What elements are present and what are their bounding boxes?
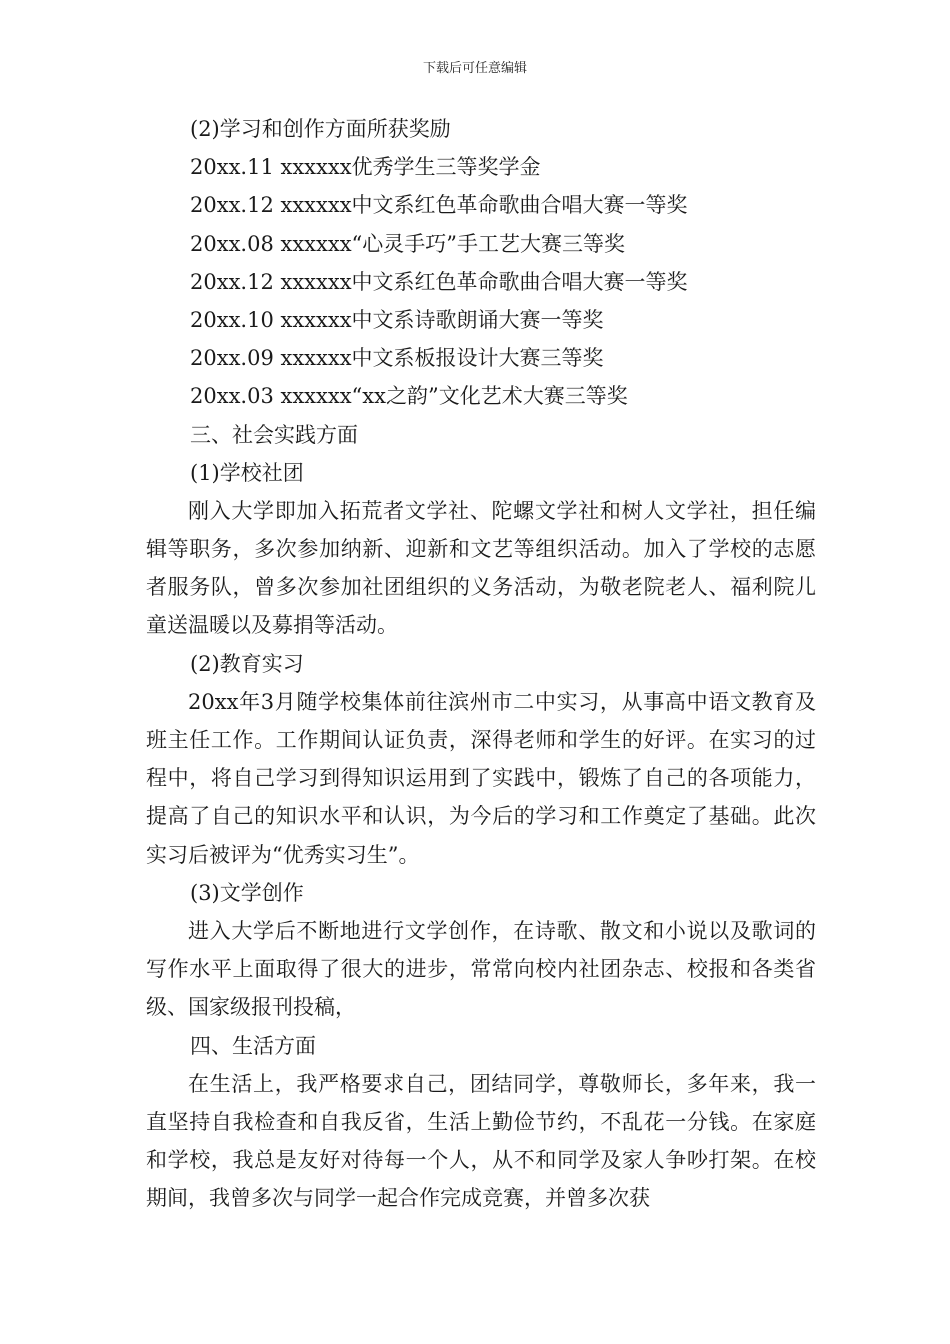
award-item: 20xx.03 xxxxxx“xx之韵”文化艺术大赛三等奖 (190, 384, 628, 409)
writing-paragraph: 进入大学后不断地进行文学创作，在诗歌、散文和小说以及歌词的写作水平上面取得了很大的进步，常常向校内社团杂志、校报和各类省级、国家级报刊投稿， (146, 919, 816, 1020)
award-item: 20xx.09 xxxxxx中文系板报设计大赛三等奖 (190, 346, 604, 371)
document-body (146, 110, 816, 1218)
award-item: 20xx.10 xxxxxx中文系诗歌朗诵大赛一等奖 (190, 307, 604, 332)
download-note: 下载后可任意编辑 (422, 61, 527, 76)
life-heading: 四、生活方面 (190, 1033, 316, 1058)
writing-subheading: (3)文学创作 (190, 880, 304, 905)
awards-subheading: (2)学习和创作方面所获奖励 (190, 117, 451, 141)
internship-paragraph: 20xx年3月随学校集体前往滨州市二中实习，从事高中语文教育及班主任工作。工作期间认证负责，深得老师和学生的好评。在实习的过程中，将自己学习到得知识运用到了实践中，锻炼了自己的各项能力，提高了自己的知识水平和认识，为今后的学习和工作奠定了基础。此次实习后被评为“优秀实习生”。 (146, 689, 816, 867)
practice-heading: 三、社会实践方面 (190, 422, 358, 447)
life-paragraph: 在生活上，我严格要求自己，团结同学，尊敬师长，多年来，我一直坚持自我检查和自我反省，生活上勤俭节约，不乱花一分钱。在家庭和学校，我总是友好对待每一个人，从不和同学及家人争吵打架。在校期间，我曾多次与同学一起合作完成竞赛，并曾多次获 (146, 1071, 816, 1211)
internship-subheading: (2)教育实习 (190, 651, 304, 676)
award-item: 20xx.11 xxxxxx优秀学生三等奖学金 (190, 155, 541, 180)
award-item: 20xx.12 xxxxxx中文系红色革命歌曲合唱大赛一等奖 (190, 193, 688, 218)
award-item: 20xx.08 xxxxxx“心灵手巧”手工艺大赛三等奖 (190, 231, 626, 256)
award-item: 20xx.12 xxxxxx中文系红色革命歌曲合唱大赛一等奖 (190, 269, 688, 294)
club-paragraph: 刚入大学即加入拓荒者文学社、陀螺文学社和树人文学社，担任编辑等职务，多次参加纳新、迎新和文艺等组织活动。加入了学校的志愿者服务队，曾多次参加社团组织的义务活动，为敬老院老人、福利院儿童送温暖以及募捐等活动。 (146, 498, 816, 638)
club-subheading: (1)学校社团 (190, 460, 304, 485)
